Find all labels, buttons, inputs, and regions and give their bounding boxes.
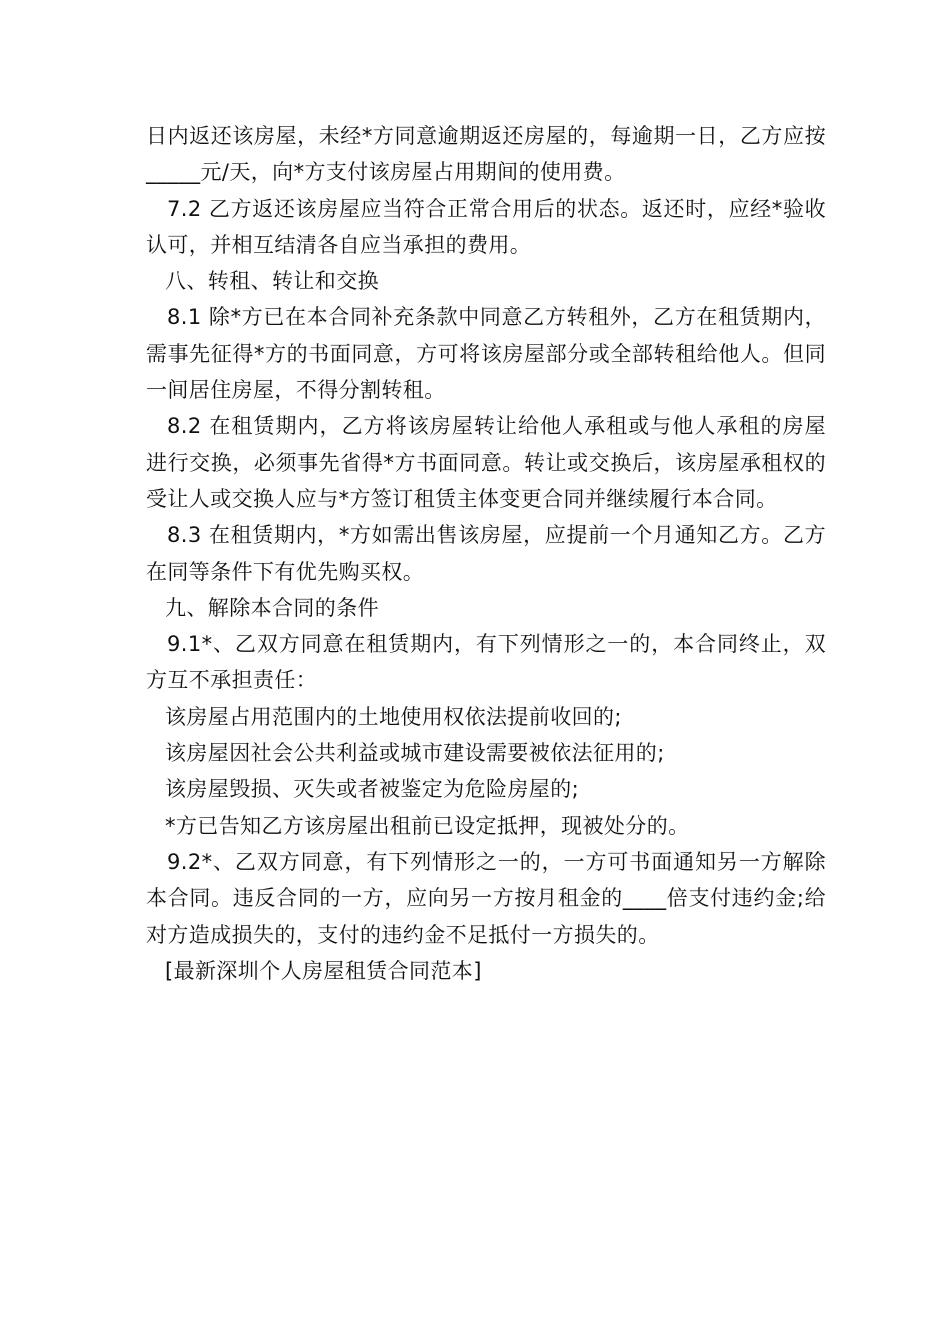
clause-8-1: 8.1 除*方已在本合同补充条款中同意乙方转租外，乙方在租赁期内，需事先征得*方的书面同意，方可将该房屋部分或全部转租给他人。但同一间居住房屋，不得分割转租。 <box>146 305 826 403</box>
list-item: 该房屋占用范围内的土地使用权依法提前收回的; <box>165 704 622 729</box>
section-heading-9: 九、解除本合同的条件 <box>165 595 379 620</box>
clause-8-2: 8.2 在租赁期内，乙方将该房屋转让给他人承租或与他人承租的房屋进行交换，必须事先省得*方书面同意。转让或交换后，该房屋承租权的受让人或交换人应与*方签订租赁主体变更合同并继续履行本合同。 <box>146 414 826 511</box>
clause-9-1: 9.1*、乙双方同意在租赁期内，有下列情形之一的，本合同终止，双方互不承担责任： <box>146 632 826 693</box>
clause-7-2: 7.2 乙方返还该房屋应当符合正常合用后的状态。返还时，应经*验收认可，并相互结清各自应当承担的费用。 <box>146 196 826 257</box>
list-item: 该房屋毁损、灭失或者被鉴定为危险房屋的; <box>165 777 580 802</box>
clause-9-2: 9.2*、乙双方同意，有下列情形之一的，一方可书面通知另一方解除本合同。违反合同的一方，应向另一方按月租金的____倍支付违约金;给对方造成损失的，支付的违约金不足抵付一方损失的。 <box>146 849 826 947</box>
list-item: *方已告知乙方该房屋出租前已设定抵押，现被处分的。 <box>165 813 690 838</box>
document-title-note: [最新深圳个人房屋租赁合同范本] <box>165 958 482 983</box>
paragraph-continuation: 日内返还该房屋，未经*方同意逾期返还房屋的，每逾期一日，乙方应按_____元/天，向*方支付该房屋占用期间的使用费。 <box>146 124 826 185</box>
clause-8-3: 8.3 在租赁期内，*方如需出售该房屋，应提前一个月通知乙方。乙方在同等条件下有优先购买权。 <box>146 523 826 584</box>
section-heading-8: 八、转租、转让和交换 <box>165 269 379 294</box>
list-item: 该房屋因社会公共利益或城市建设需要被依法征用的; <box>165 741 665 766</box>
document-body <box>146 118 826 989</box>
